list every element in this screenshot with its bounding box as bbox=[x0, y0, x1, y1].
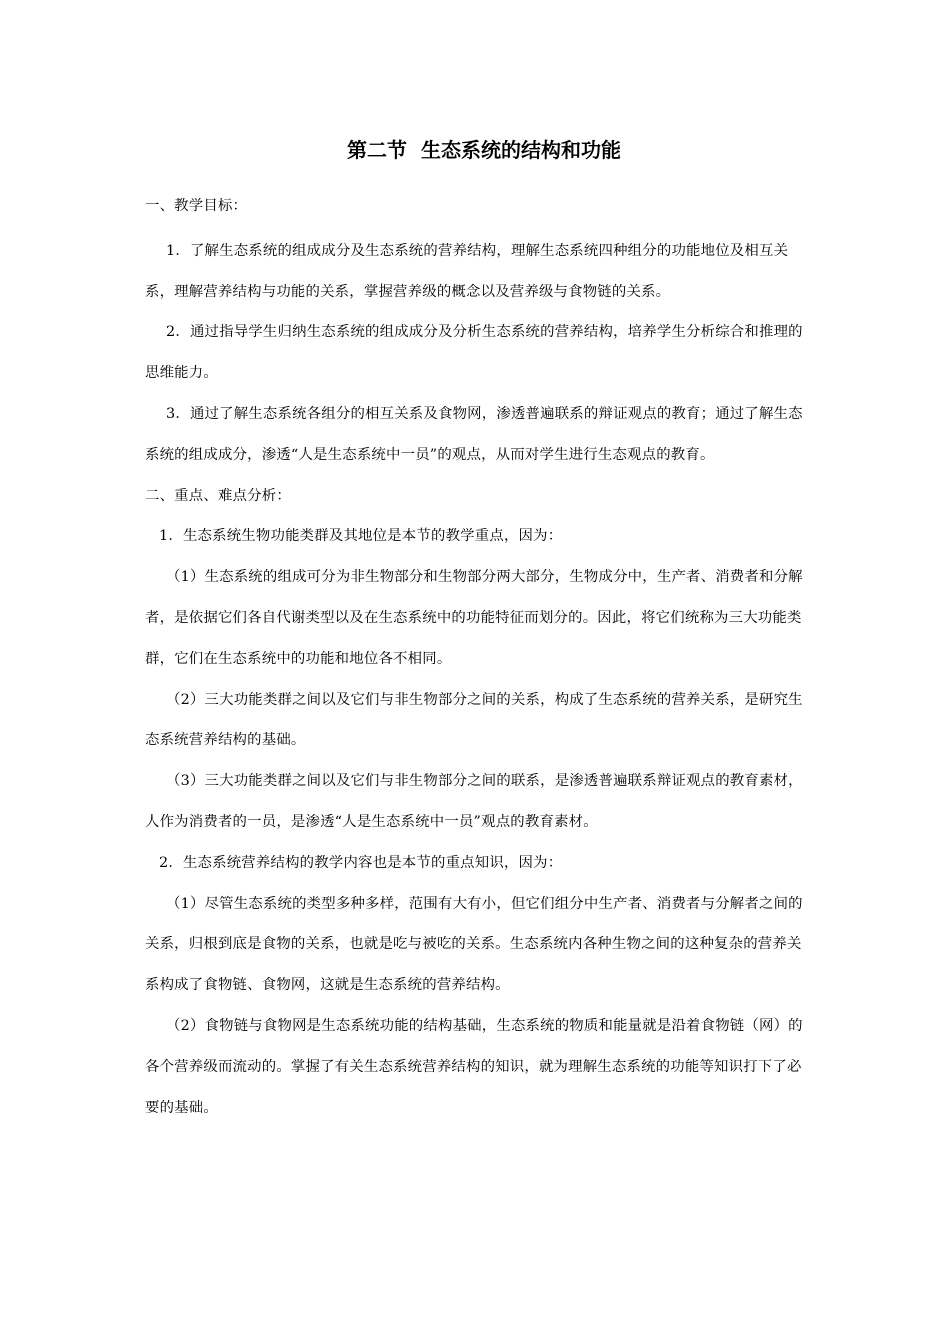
section-heading-teaching-goals: 一、教学目标： bbox=[145, 198, 248, 214]
key-point-1: 1．生态系统生物功能类群及其地位是本节的教学重点，因为： bbox=[159, 528, 563, 545]
goal-item-1: 1．了解生态系统的组成成分及生态系统的营养结构，理解生态系统四种组分的功能地位及相互关系，理解营养结构与功能的关系，掌握营养级的概念以及营养级与食物链的关系。 bbox=[145, 242, 789, 300]
goal-item-2: 2．通过指导学生归纳生态系统的组成成分及分析生态系统的营养结构，培养学生分析综合和推理的思维能力。 bbox=[145, 324, 803, 382]
key-point-1-sub-2: （2）三大功能类群之间以及它们与非生物部分之间的关系，构成了生态系统的营养关系，是研究生态系统营养结构的基础。 bbox=[145, 691, 803, 749]
section-heading-key-points: 二、重点、难点分析： bbox=[145, 487, 291, 504]
key-point-2-sub-1: （1）尽管生态系统的类型多种多样，范围有大有小，但它们组分中生产者、消费者与分解者之间的关系，归根到底是食物的关系，也就是吃与被吃的关系。生态系统内各种生物之间的这种复杂的营养关系构成了食物链、食物网，这就是生态系统的营养结构。 bbox=[145, 895, 803, 994]
goal-item-3: 3．通过了解生态系统各组分的相互关系及食物网，渗透普遍联系的辩证观点的教育；通过了解生态系统的组成成分，渗透“人是生态系统中一员”的观点，从而对学生进行生态观点的教育。 bbox=[145, 405, 803, 463]
document-body bbox=[145, 186, 810, 1128]
document-title: 第二节 生态系统的结构和功能 bbox=[347, 138, 621, 162]
key-point-2-sub-2: （2）食物链与食物网是生态系统功能的结构基础，生态系统的物质和能量就是沿着食物链（网）的各个营养级而流动的。掌握了有关生态系统营养结构的知识，就为理解生态系统的功能等知识打下了必要的基础。 bbox=[145, 1017, 803, 1116]
key-point-1-sub-3: （3）三大功能类群之间以及它们与非生物部分之间的联系，是渗透普遍联系辩证观点的教育素材，人作为消费者的一员，是渗透“人是生态系统中一员”观点的教育素材。 bbox=[145, 773, 803, 830]
key-point-1-sub-1: （1）生态系统的组成可分为非生物部分和生物部分两大部分，生物成分中，生产者、消费者和分解者，是依据它们各自代谢类型以及在生态系统中的功能特征而划分的。因此，将它们统称为三大功能类群，它们在生态系统中的功能和地位各不相同。 bbox=[145, 569, 803, 667]
key-point-2: 2．生态系统营养结构的教学内容也是本节的重点知识，因为： bbox=[159, 854, 563, 871]
